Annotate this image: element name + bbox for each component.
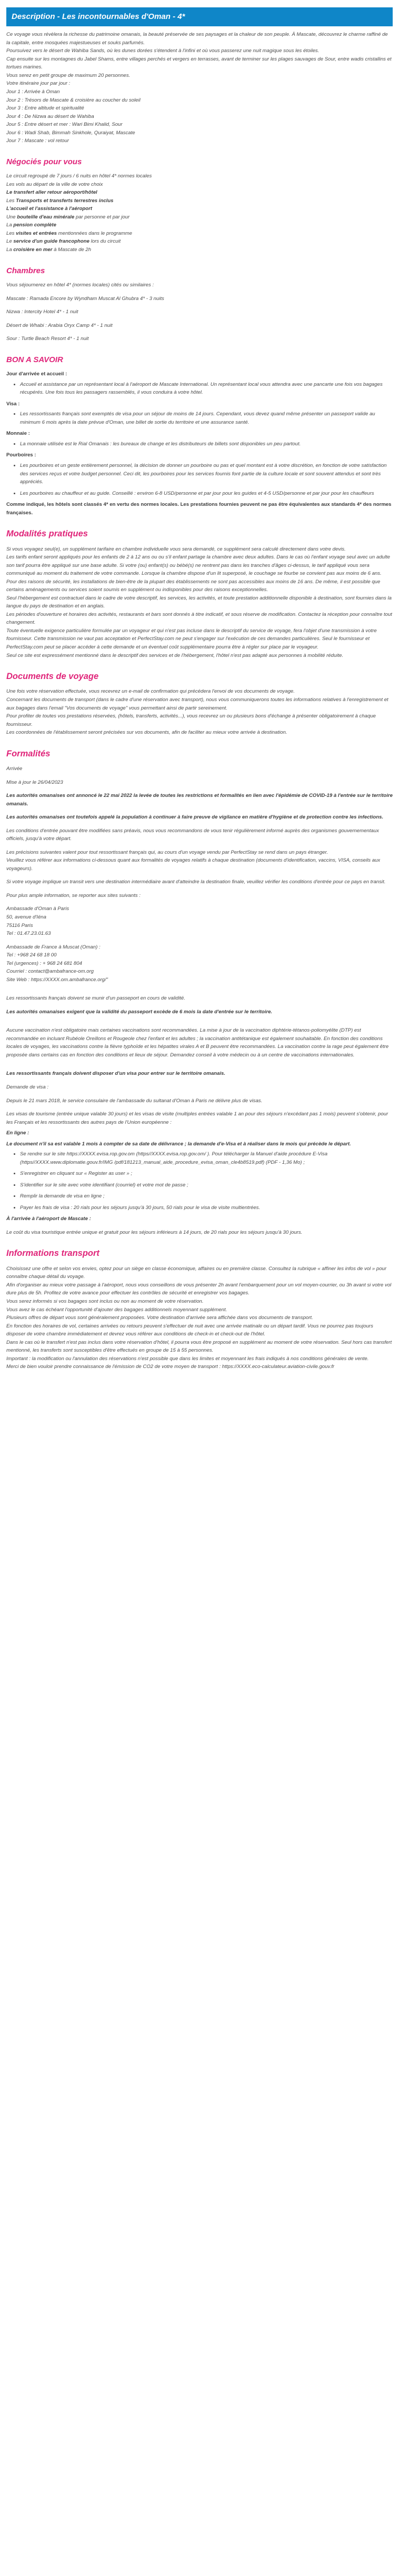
section-title-formalites: Formalités bbox=[6, 748, 51, 758]
info-heading: Jour d'arrivée et accueil : bbox=[6, 371, 67, 377]
embassy-line: Courriel : contact@ambafrance-om.org bbox=[6, 969, 94, 975]
formalites-paragraph: Demande de visa : bbox=[6, 1084, 48, 1090]
co2-calculator-link: Merci de bien vouloir prendre connaissance de l'émission de CO2 de votre moyen de transport : https://XXXX.eco-calculateur.aviation-civile.gouv.fr bbox=[6, 1364, 335, 1370]
documents-block bbox=[6, 687, 393, 736]
intro-paragraph: Poursuivez vers le désert de Wahiba Sands, où les dunes dorées s'étendent à l'infini et où vous passerez une nuit magique sous les étoiles. bbox=[6, 48, 320, 54]
info-list bbox=[6, 440, 393, 448]
formalites-bold: Les autorités omanaises exigent que la validité du passeport excède de 6 mois la date d'entrée sur le territoire. bbox=[6, 1009, 273, 1015]
itinerary-day: Jour 6 : Wadi Shab, Bimmah Sinkhole, Quraiyat, Mascate bbox=[6, 129, 135, 136]
embassy-line: Tel : 01.47.23.01.63 bbox=[6, 931, 51, 937]
inclusion-text: Les bbox=[6, 230, 16, 236]
inclusion-text: par personne et par jour bbox=[74, 214, 130, 220]
visa-steps-list bbox=[6, 1150, 393, 1212]
info-list bbox=[6, 462, 393, 497]
page-title: Description - Les incontournables d'Oman - 4* bbox=[6, 7, 393, 26]
transport-paragraph: Afin d'organiser au mieux votre passage à l'aéroport, nous vous conseillons de vous présenter 2h avant l'embarquement pour un vol moyen-courrier, ou 3h avant si votre vol dure plus de 5h. Profitez de votre avance pour effectuer les contrôles de sécurité et enregistrer vos bagages. bbox=[6, 1282, 392, 1296]
inclusion-line: L'accueil et l'assistance à l'aéroport bbox=[6, 206, 93, 212]
formalites-bold: Le document n'il sa est valable 1 mois à compter de sa date de délivrance ; la demande d'e-Visa et à réaliser dans le mois qui précède le départ. bbox=[6, 1141, 351, 1147]
info-item: • Les pourboires et un geste entièrement personnel, la décision de donner un pourboire ou pas et quel montant est à votre discrétion, en fonction de votre satisfaction des services reçus et votre budget personnel. Ceci dit, les pourboires pour les services fournis font partie de la culture locale et sont souvent attendus et sont très appréciés. bbox=[20, 462, 393, 486]
embassy-line: Ambassade de France à Muscat (Oman) : bbox=[6, 944, 101, 950]
info-item: • Les ressortissants français sont exemptés de visa pour un séjour de moins de 14 jours. Cependant, vous devez quand même présenter un passeport valide au minimum 6 mois après la date prévue d'Oman, une billet de sortie du territoire et une assurance santé. bbox=[20, 410, 393, 426]
formalites-bold: Les autorités omanaises ont annoncé le 22 mai 2022 la levée de toutes les restrictions et formalités en lien avec l'épidémie de COVID-19 à l'entrée sur le territoire omanais. bbox=[6, 793, 393, 807]
transport-paragraph: Important : la modification ou l'annulation des réservations n'est possible que dans les limites et moyennant les frais indiqués à nos conditions générales de vente. bbox=[6, 1355, 369, 1362]
intro-block bbox=[6, 31, 393, 145]
bon-a-savoir-block bbox=[6, 370, 393, 517]
inclusion-line bbox=[6, 221, 393, 229]
hotel-rating-note: Comme indiqué, les hôtels sont classés 4* en vertu des normes locales. Les prestations fournies peuvent ne pas être équivalentes aux standards 4* des normes françaises. bbox=[6, 502, 392, 516]
embassy-line: Tel (urgences) : + 968 24 681 804 bbox=[6, 960, 82, 966]
chambres-block bbox=[6, 281, 393, 343]
formalites-paragraph: Les précisions suivantes valent pour tout ressortissant français qui, au cours d'un voyage vendu par PerfectStay se rend dans un pays étranger. bbox=[6, 849, 328, 855]
embassy-line: Ambassade d'Oman à Paris bbox=[6, 906, 69, 912]
modalites-paragraph: Toute éventuelle exigence particulière formulée par un voyageur et qui n'est pas incluse dans le descriptif du service de voyage, fera l'objet d'une transmission à votre fournisseur. Cette transmission ne vaut pas acceptation et PerfectStay.com ne peut s'engager sur l'exécution de ces demandes particulières. Seul le fournisseur et PerfectStay.com peut se placer accéder à cette demande et un éventuel coût supplémentaire pourra être à régler sur place par le voyageur. bbox=[6, 627, 377, 650]
documents-paragraph: Les coordonnées de l'établissement seront précisées sur vos documents, afin de faciliter au mieux votre arrivée à destination. bbox=[6, 730, 287, 736]
info-heading: Monnaie : bbox=[6, 431, 30, 437]
info-list bbox=[6, 381, 393, 397]
info-item: • Les pourboires au chauffeur et au guide. Conseillé : environ 6-8 USD/personne et par jour pour les guides et 4-5 USD/personne et par jour pour les chauffeurs bbox=[20, 490, 393, 498]
transport-paragraph: Plusieurs offres de départ vous sont généralement proposées. Votre destination d'arrivée sera affichée dans vos documents de transport. bbox=[6, 1315, 313, 1321]
hotel-line: Nizwa : Intercity Hotel 4* - 1 nuit bbox=[6, 309, 78, 315]
visa-step: • S'identifier sur le site avec votre identifiant (courriel) et votre mot de passe ; bbox=[20, 1181, 393, 1190]
inclusion-highlight: pension complète bbox=[13, 222, 56, 228]
section-title-chambres: Chambres bbox=[6, 266, 45, 275]
itinerary-heading: Votre itinéraire jour par jour : bbox=[6, 81, 71, 87]
embassy-line: Tel : +968 24 68 18 00 bbox=[6, 952, 57, 958]
section-title-transport: Informations transport bbox=[6, 1249, 99, 1259]
update-date: Mise à jour le 26/04/2023 bbox=[6, 779, 63, 785]
modalites-paragraph: Les périodes d'ouverture et horaires des activités, restaurants et bars sont donnés à titre indicatif, et sous réserve de modification. Contactez la réception pour connaître tout changement. bbox=[6, 611, 392, 626]
inclusion-line bbox=[6, 246, 393, 254]
inclusion-line: Le circuit regroupé de 7 jours / 6 nuits en hôtel 4* normes locales bbox=[6, 173, 152, 179]
formalites-paragraph: Les visas de tourisme (entrée unique valable 30 jours) et les visas de visite (multiples entrées valable 1 an pour des séjours n'excédant pas 1 mois) peuvent s'obtenir, pour les Français et les ressortissants des autres pays de l'Union européenne : bbox=[6, 1111, 388, 1125]
inclusion-text: lors du circuit bbox=[89, 238, 121, 245]
inclusion-line bbox=[6, 237, 393, 246]
inclusion-line: Le transfert aller retour aéroport/hôtel bbox=[6, 189, 97, 196]
section-title-negocies: Négociés pour vous bbox=[6, 157, 82, 166]
visa-step: • Payer les frais de visa : 20 rials pour les séjours jusqu'à 30 jours, 50 rials pour le visa de visite multientrées. bbox=[20, 1204, 393, 1212]
rooms-intro: Vous séjournerez en hôtel 4* (normes locales) cités ou similaires : bbox=[6, 282, 154, 288]
transport-paragraph: Vous serez informés si vos bagages sont inclus ou non au moment de votre réservation. bbox=[6, 1298, 204, 1304]
inclusion-text: Une bbox=[6, 214, 17, 220]
formalites-paragraph: Si votre voyage implique un transit vers une destination intermédiaire avant d'atteindre la destination finale, veuillez vérifier les conditions d'entrée pour ce pays en transit. bbox=[6, 879, 386, 885]
intro-paragraph: Vous serez en petit groupe de maximum 20 personnes. bbox=[6, 72, 131, 78]
formalites-paragraph: Le coût du visa touristique entrée unique et gratuit pour les séjours inférieurs à 14 jours, de 20 rials pour les séjours jusqu'à 30 jours. bbox=[6, 1229, 303, 1235]
modalites-paragraph: Les tarifs enfant seront appliqués pour les enfants de 2 à 12 ans ou ou s'il enfant partage la chambre avec deux adultes. Dans le cas où l'enfant voyage seul avec un adulte son tarif pourra être appliqué sur une base adulte. Si votre (ou) enfant(s) ou bébé(s) ne rentrent pas dans les tranches d'âges ci-dessus, le tarif appliqué vous sera communiqué au moment du traitement de votre commande. Lorsque la chambre dispose d'un lit superposé, le couchage se fourbe se convient pas aux moins de 6 ans. bbox=[6, 554, 390, 577]
inclusion-text: La bbox=[6, 247, 14, 253]
inclusion-line: Les vols au départ de la ville de votre choix bbox=[6, 181, 103, 187]
documents-paragraph: Concernant les documents de transport (dans le cadre d'une réservation avec transport), nous vous communiquerons toutes les informations relatives à l'enregistrement et aux bagages dans l'email "Vos documents de voyage" vous permettant ainsi de partir sereinement. bbox=[6, 697, 388, 711]
modalites-block bbox=[6, 545, 393, 660]
itinerary-day: Jour 1 : Arrivée à Oman bbox=[6, 89, 60, 95]
inclusion-highlight: Transports et transferts terrestres inclus bbox=[16, 197, 114, 204]
embassy-line: 75116 Paris bbox=[6, 922, 33, 928]
inclusion-text: mentionnées dans le programme bbox=[57, 230, 132, 236]
itinerary-day: Jour 2 : Trésors de Mascate & croisière au coucher du soleil bbox=[6, 97, 141, 103]
formalites-subheading: En ligne : bbox=[6, 1130, 29, 1136]
section-title-bon-a-savoir: BON A SAVOIR bbox=[6, 355, 63, 364]
formalites-paragraph: Veuillez vous référer aux informations ci-dessous quant aux formalités de voyages relatifs à chaque destination (documents d'identification, vaccins, VISA, conseils aux voyageurs). bbox=[6, 857, 381, 872]
section-title-documents: Documents de voyage bbox=[6, 672, 99, 682]
visa-step: • Se rendre sur le site https://XXXX.evisa.rop.gov.om (https//XXXX.evisa.rop.gov.om/ ). Pour télécharger la Manuel d'aide procédure E-Visa (https//XXXX.www.diplomatie.gouv.fr/IMG /pdf/181213_manual_aide_procedure_evisa_oman_cle4b8519.pdf) (PDF - 1,36 Mo) ; bbox=[20, 1150, 393, 1166]
transport-paragraph: Choisissez une offre et selon vos envies, optez pour un siège en classe économique, affaires ou en première classe. Consultez la rubrique « affiner les infos de vol » pour connaître chaque détail du voyage. bbox=[6, 1265, 387, 1280]
intro-paragraph: Cap ensuite sur les montagnes du Jabel Shams, entre villages perchés et vergers en terrasses, avant de terminer sur les plages sauvages de Sour, entre wadis cristallins et tortues marines. bbox=[6, 56, 392, 71]
embassy-website: Site Web : https://XXXX.om.ambafrance.org/" bbox=[6, 976, 108, 983]
transport-paragraph: En fonction des horaires de vol, certaines arrivées ou retours peuvent s'effectuer de nuit avec une arrivée matinale ou un départ tardif. Vous ne pourrez pas toujours disposer de votre chambre immédiatement et devrez vous référer aux conditions de check-in et check-out de l'hôtel. bbox=[6, 1323, 373, 1337]
inclusion-highlight: visites et entrées bbox=[16, 230, 57, 236]
intro-paragraph: Ce voyage vous révèlera la richesse du patrimoine omanais, la beauté préservée de ses paysages et la chaleur de son peuple. À Mascate, découvrez le charme raffiné de la capitale, entre mosquées majestueuses et souks parfumés. bbox=[6, 32, 388, 46]
itinerary-day: Jour 7 : Mascate : vol retour bbox=[6, 138, 69, 144]
inclusion-highlight: croisière en mer bbox=[13, 247, 53, 253]
formalites-block bbox=[6, 765, 393, 1236]
itinerary-day: Jour 3 : Entre altitude et spiritualité bbox=[6, 105, 84, 112]
inclusion-highlight: service d'un guide francophone bbox=[13, 238, 89, 245]
inclusion-line bbox=[6, 197, 393, 205]
modalites-paragraph: Si vous voyagez seul(e), un supplément tarifaire en chambre individuelle vous sera demandé, ce supplément sera calculé directement dans votre devis. bbox=[6, 546, 346, 552]
section-title-modalites: Modalités pratiques bbox=[6, 529, 88, 539]
vaccination-paragraph: Aucune vaccination n'est obligatoire mais certaines vaccinations sont recommandées. La mise à jour de la vaccination diphtérie-tétanos-poliomyélite (DTP) est recommandée en incluant Rubéole Oreillons et Rougeole chez l'enfant et les adultes ; la vaccination antitétanique est également souhaitable. En fonction des conditions locales de voyages, les vaccinations contre la fièvre typhoïde et les hépatites virales A et B peuvent être recommandées. La vaccination contre la rage peut également être proposée dans certains cas en fonction des conditions et lieux de séjour. Demandez conseil à votre médecin ou à un centre de vaccinations internationales. bbox=[6, 1027, 389, 1058]
formalites-bold: Les ressortissants français doivent disposer d'un visa pour entrer sur le territoire omanais. bbox=[6, 1071, 226, 1077]
formalites-paragraph: Les conditions d'entrée pouvant être modifiées sans préavis, nous vous recommandons de vous tenir régulièrement informé auprès des organismes gouvernementaux officiels, jusqu'à votre départ. bbox=[6, 827, 379, 842]
inclusion-text: à Mascate de 2h bbox=[52, 247, 92, 253]
inclusion-line bbox=[6, 229, 393, 238]
hotel-line: Mascate : Ramada Encore by Wyndham Muscat Al Ghubra 4* - 3 nuits bbox=[6, 295, 164, 302]
transport-paragraph: Dans le cas où le transfert n'est pas inclus dans votre réservation d'hôtel, il pourra vous être proposé en supplément au moment de votre réservation. Seul hors cas transfert mentionné, les transferts sont susceptibles d'être effectués en groupe de 15 à 55 personnes. bbox=[6, 1339, 392, 1354]
formalites-paragraph: Pour plus ample information, se reporter aux sites suivants : bbox=[6, 892, 141, 898]
formalites-subheading: À l'arrivée à l'aéroport de Mascate : bbox=[6, 1216, 91, 1222]
info-list bbox=[6, 410, 393, 426]
info-item: • Accueil et assistance par un représentant local à l'aéroport de Mascate International. Un représentant local vous attendra avec une pancarte une fois vos bagages récupérés. Une fois tous les passagers rassemblés, il vous conduira à votre hôtel. bbox=[20, 381, 393, 397]
itinerary-day: Jour 5 : Entre désert et mer : Wari Bimi Khalid, Sour bbox=[6, 122, 123, 128]
hotel-line: Désert de Whabi : Arabia Oryx Camp 4* - 1 nuit bbox=[6, 322, 113, 328]
documents-paragraph: Une fois votre réservation effectuée, vous recevrez un e-mail de confirmation qui précédera l'envoi de vos documents de voyage. bbox=[6, 688, 295, 695]
embassy-line: 50, avenue d'Iéna bbox=[6, 914, 46, 921]
formalites-paragraph: Les ressortissants français doivent se munir d'un passeport en cours de validité. bbox=[6, 995, 185, 1002]
transport-block bbox=[6, 1265, 393, 1371]
formalites-bold: Les autorités omanaises ont toutefois appelé la population à continuer à faire preuve de vigilance en matière d'hygiène et de protection contre les infections. bbox=[6, 814, 384, 821]
inclusion-text: Les bbox=[6, 197, 16, 204]
negocies-list bbox=[6, 172, 393, 254]
inclusion-text: Le bbox=[6, 238, 14, 245]
inclusion-text: La bbox=[6, 222, 14, 228]
visa-step: • S'enregistrer en cliquant sur « Register as user » ; bbox=[20, 1170, 393, 1178]
info-heading: Visa : bbox=[6, 401, 20, 407]
info-heading: Pourboires : bbox=[6, 452, 36, 458]
modalites-paragraph: Seul ce site est expressément mentionné dans le descriptif des services et de l'hébergement, l'hôtel n'est pas adapté aux personnes à mobilité réduite. bbox=[6, 652, 344, 658]
inclusion-line bbox=[6, 213, 393, 222]
info-item: • La monnaie utilisée est le Rial Omanais : les bureaux de change et les distributeurs de billets sont disponibles un peu partout. bbox=[20, 440, 393, 448]
hotel-line: Sour : Turtle Beach Resort 4* - 1 nuit bbox=[6, 336, 89, 342]
visa-step: • Remplir la demande de visa en ligne ; bbox=[20, 1192, 393, 1201]
modalites-paragraph: Seul l'hébergement est contractuel dans le cadre de votre descriptif, les services, les activités, et toute prestation additionnelle disponible à destination, sont fournies dans la langue du pays de destination et en anglais. bbox=[6, 595, 392, 610]
documents-paragraph: Pour profiter de toutes vos prestations réservées, (hôtels, transferts, activités...), vous recevrez un ou plusieurs bons d'échange à présenter obligatoirement à chaque fournisseur. bbox=[6, 713, 376, 727]
modalites-paragraph: Pour des raisons de sécurité, les installations de bien-être de la plupart des établissements ne sont pas accessibles aux moins de 16 ans. De même, il est possible que certains aménagements ou services soient soumis en supplément ou indisponibles pour des raisons exceptionnelles. bbox=[6, 578, 381, 593]
itinerary-day: Jour 4 : De Nizwa au désert de Wahiba bbox=[6, 113, 94, 119]
formalites-paragraph: Depuis le 21 mars 2018, le service consulaire de l'ambassade du sultanat d'Oman à Paris ne délivre plus de visas. bbox=[6, 1097, 263, 1104]
inclusion-highlight: bouteille d'eau minérale bbox=[17, 214, 75, 220]
transport-paragraph: Vous avez le cas échéant l'opportunité d'ajouter des bagages additionnels moyennant supplément. bbox=[6, 1306, 227, 1313]
formalites-subheading: Arrivée bbox=[6, 766, 23, 772]
